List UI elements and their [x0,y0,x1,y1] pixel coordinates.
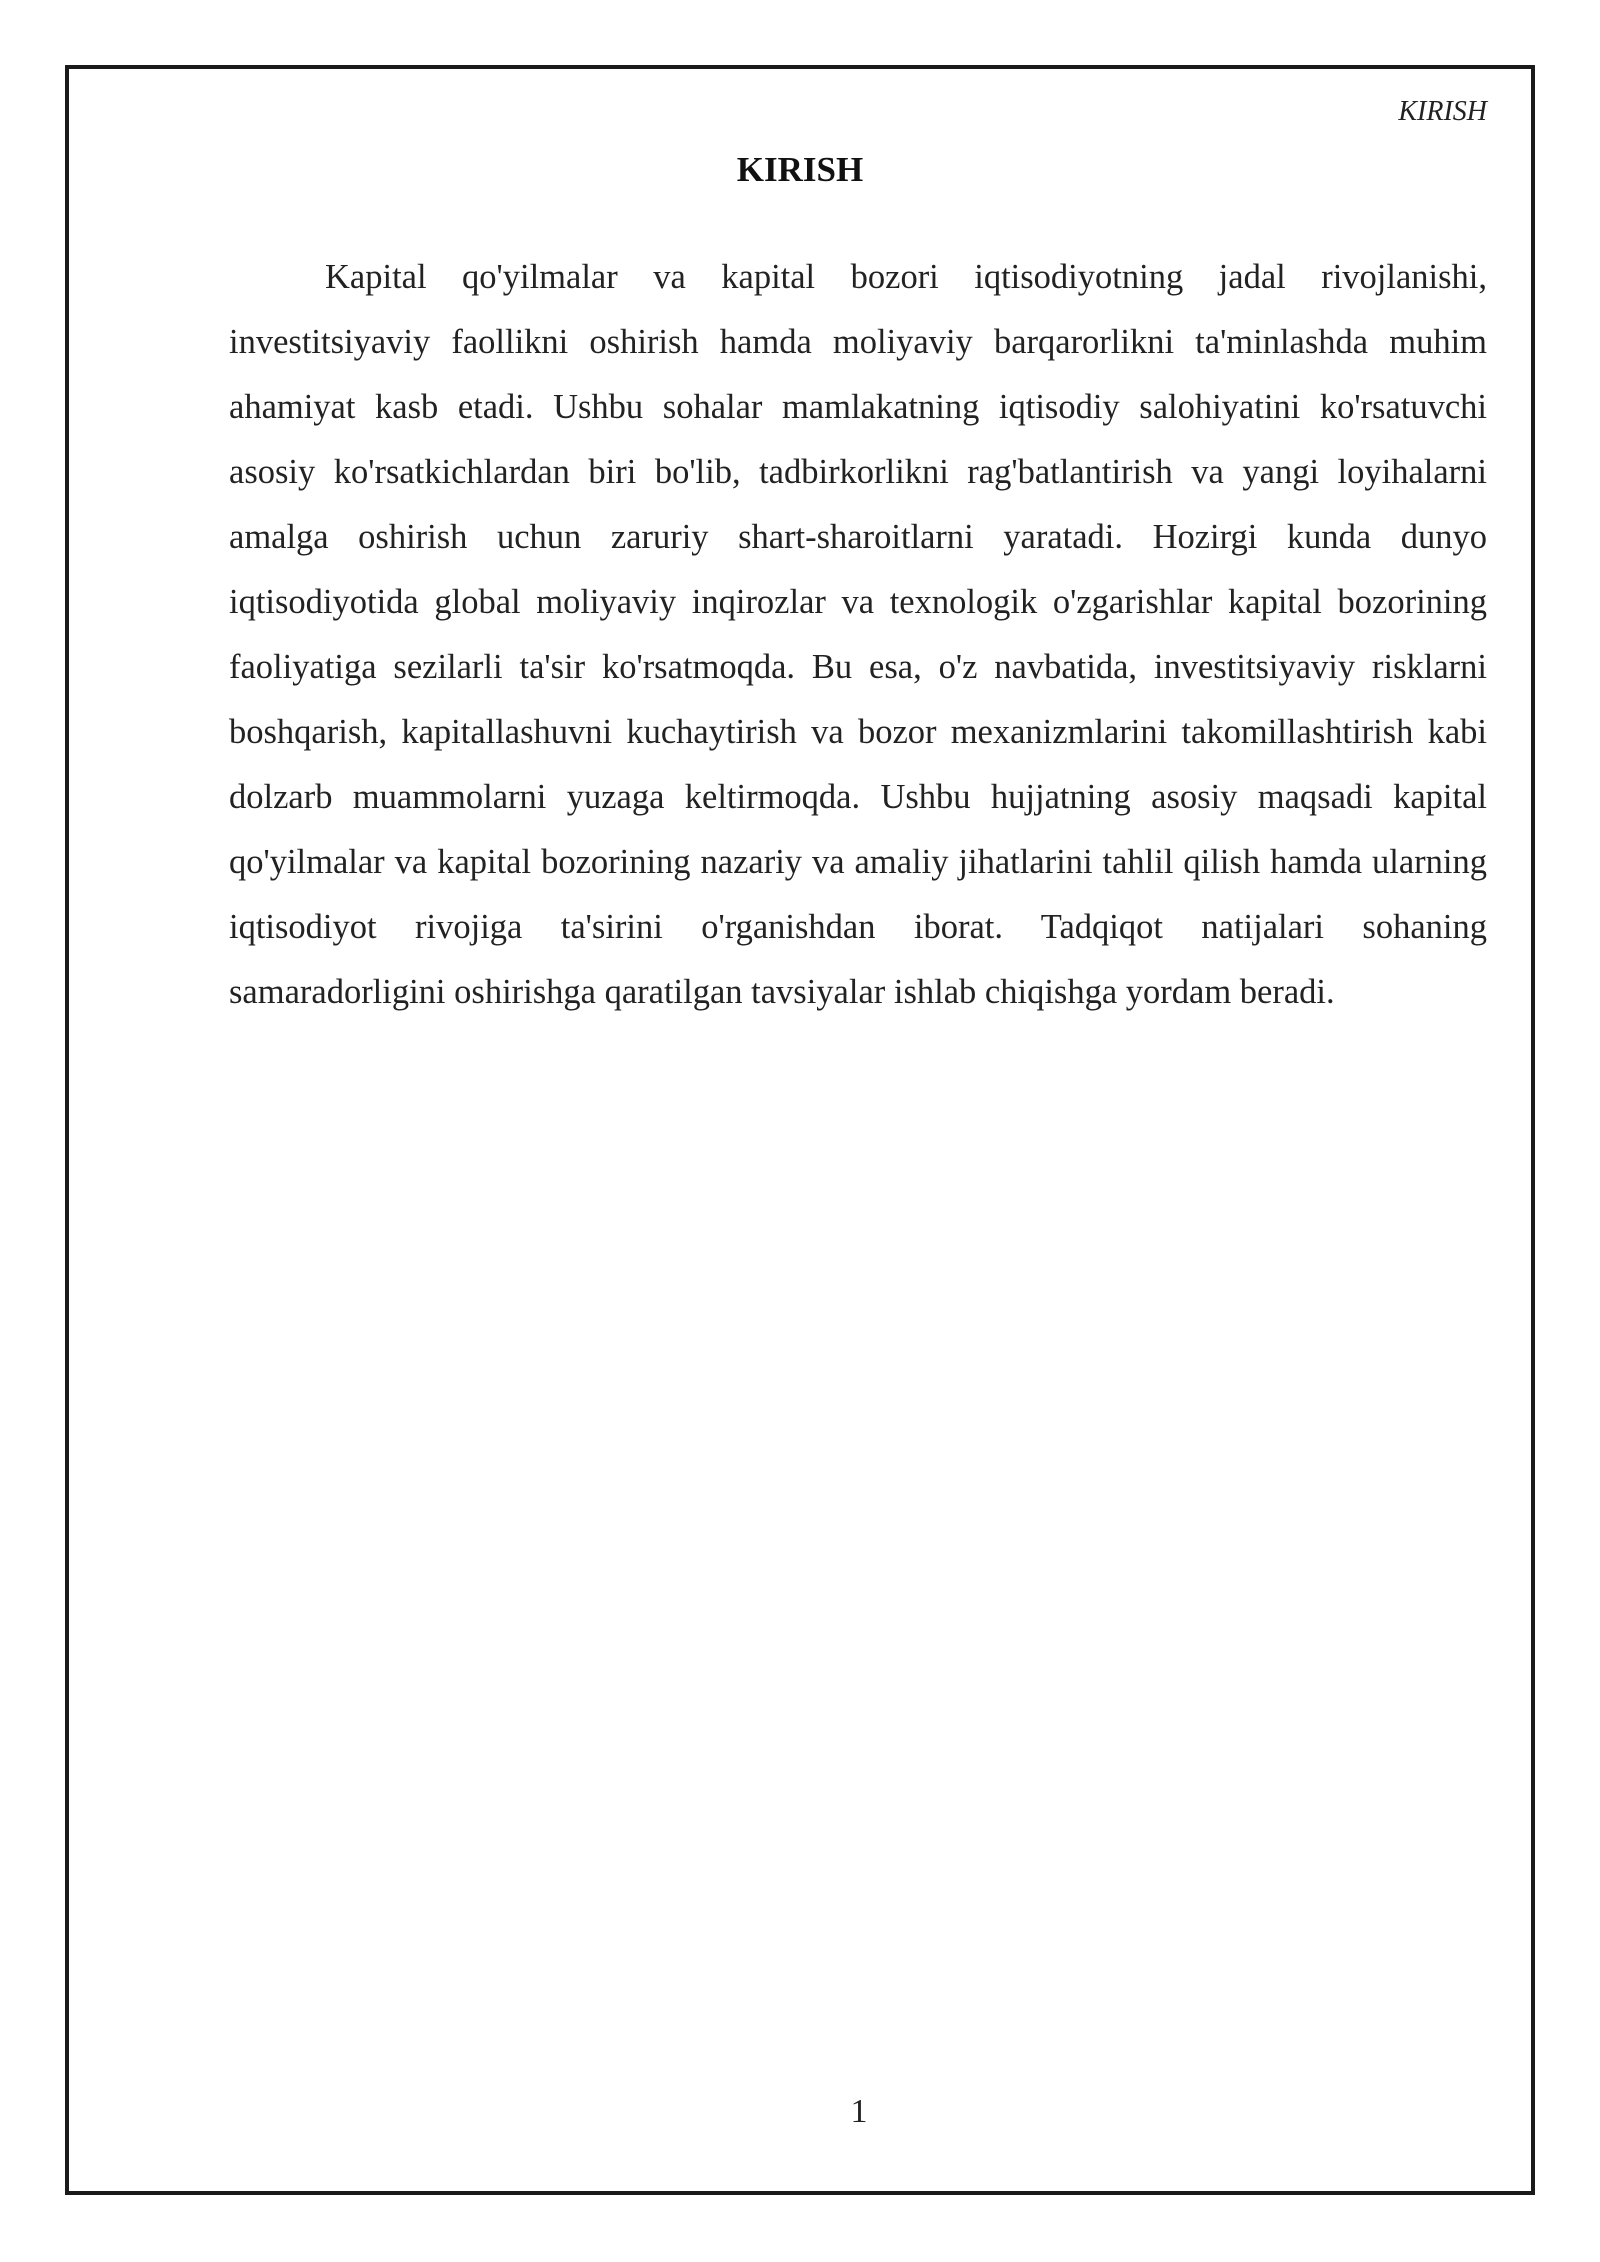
running-header: KIRISH [1398,96,1487,127]
body-paragraph: Kapital qo'yilmalar va kapital bozori iqtisodiyotning jadal rivojlanishi, investitsiyaviy faollikni oshirish hamda moliyaviy barqarorlikni ta'minlashda muhim ahamiyat kasb etadi. Ushbu sohalar mamlakatning iqtisodiy salohiyatini ko'rsatuvchi asosiy ko'rsatkichlardan biri bo'lib, tadbirkorlikni rag'batlantirish va yangi loyihalarni amalga oshirish uchun zaruriy shart-sharoitlarni yaratadi. Hozirgi kunda dunyo iqtisodiyotida global moliyaviy inqirozlar va texnologik o'zgarishlar kapital bozorining faoliyatiga sezilarli ta'sir ko'rsatmoqda. Bu esa, o'z navbatida, investitsiyaviy risklarni boshqarish, kapitallashuvni kuchaytirish va bozor mexanizmlarini takomillashtirish kabi dolzarb muammolarni yuzaga keltirmoqda. Ushbu hujjatning asosiy maqsadi kapital qo'yilmalar va kapital bozorining nazariy va amaliy jihatlarini tahlil qilish hamda ularning iqtisodiyot rivojiga ta'sirini o'rganishdan iborat. Tadqiqot natijalari sohaning samaradorligini oshirishga qaratilgan tavsiyalar ishlab chiqishga yordam beradi. [229,258,1487,1011]
page-number: 1 [850,2093,868,2130]
section-title: KIRISH [736,150,864,189]
